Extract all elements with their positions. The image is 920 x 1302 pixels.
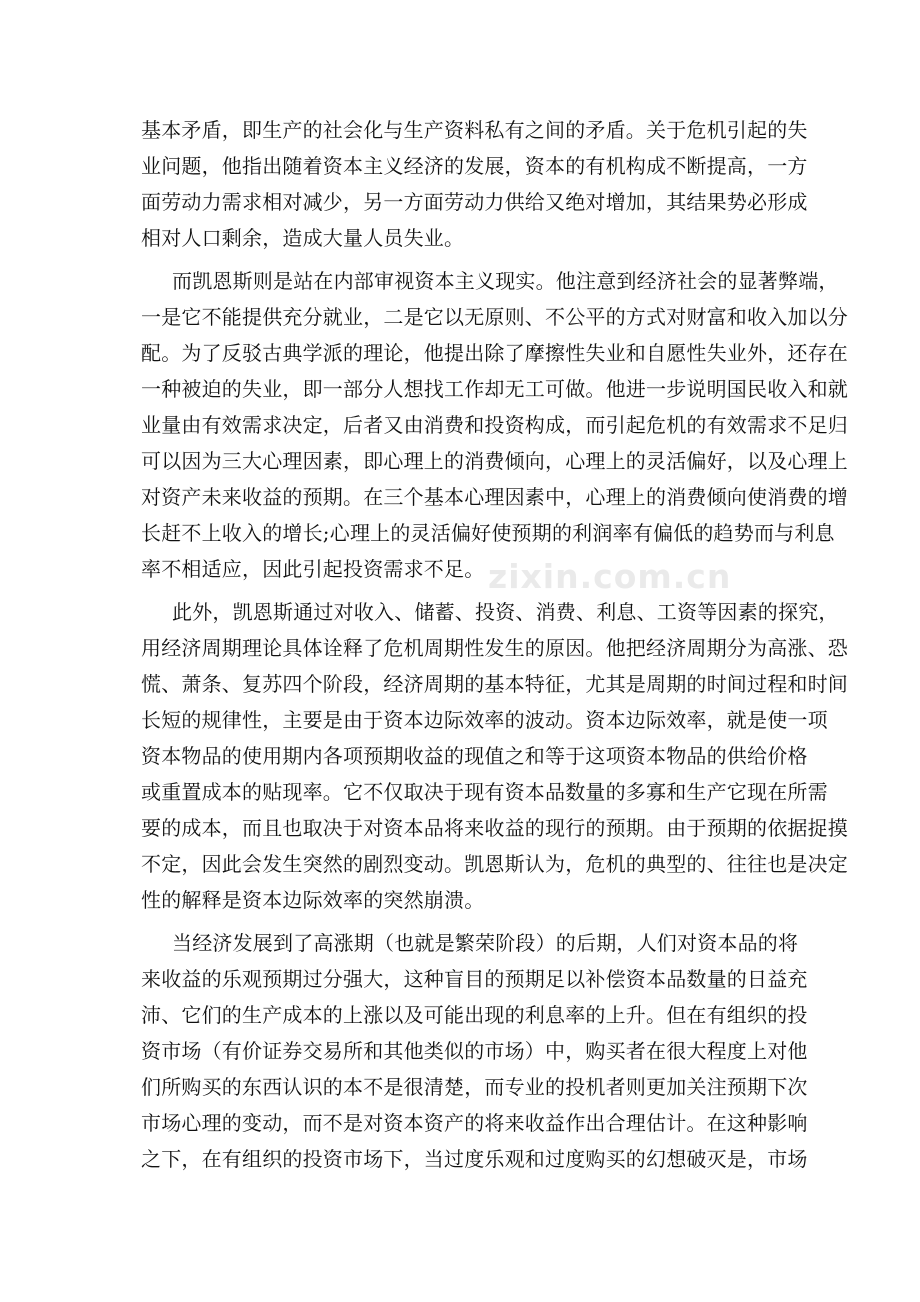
text-line: 业问题，他指出随着资本主义经济的发展，资本的有机构成不断提高，一方 [141, 154, 808, 178]
text-line: 此外，凯恩斯通过对收入、储蓄、投资、消费、利息、工资等因素的探究， [172, 600, 839, 624]
text-line: 们所购买的东西认识的本不是很清楚，而专业的投机者则更加关注预期下次 [141, 1075, 808, 1099]
text-line: 不定，因此会发生突然的剧烈变动。凯恩斯认为，危机的典型的、往往也是决定 [141, 852, 848, 876]
text-line: 或重置成本的贴现率。它不仅取决于现有资本品数量的多寡和生产它现在所需 [141, 780, 828, 804]
watermark: zixin.com.cn [488, 557, 732, 596]
text-line: 来收益的乐观预期过分强大，这种盲目的预期足以补偿资本品数量的日益充 [141, 967, 808, 991]
text-line: 之下，在有组织的投资市场下，当过度乐观和过度购买的幻想破灭是，市场 [141, 1147, 808, 1171]
text-line: 用经济周期理论具体诠释了危机周期性发生的原因。他把经济周期分为高涨、恐 [141, 636, 848, 660]
text-line: 业量由有效需求决定，后者又由消费和投资构成，而引起危机的有效需求不足归 [141, 413, 848, 437]
body-text [141, 112, 848, 1177]
text-line: 可以因为三大心理因素，即心理上的消费倾向，心理上的灵活偏好，以及心理上 [141, 449, 848, 473]
text-line: 而凯恩斯则是站在内部审视资本主义现实。他注意到经济社会的显著弊端， [172, 269, 839, 293]
text-line: 慌、萧条、复苏四个阶段，经济周期的基本特征，尤其是周期的时间过程和时间 [141, 672, 848, 696]
text-line: 基本矛盾，即生产的社会化与生产资料私有之间的矛盾。关于危机引起的失 [141, 118, 808, 142]
text-line: 相对人口剩余，造成大量人员失业。 [141, 226, 465, 250]
text-line: 性的解释是资本边际效率的突然崩溃。 [141, 888, 485, 912]
text-line: 配。为了反驳古典学派的理论，他提出除了摩擦性失业和自愿性失业外，还存在 [141, 341, 848, 365]
text-line: 率不相适应，因此引起投资需求不足。 [141, 557, 485, 581]
text-line: 长赶不上收入的增长;心理上的灵活偏好使预期的利润率有偏低的趋势而与利息 [141, 521, 835, 545]
paragraph-2 [141, 263, 848, 587]
paragraph-4 [141, 925, 808, 1177]
text-line: 资市场（有价证券交易所和其他类似的市场）中，购买者在很大程度上对他 [141, 1039, 808, 1063]
text-line: 对资产未来收益的预期。在三个基本心理因素中，心理上的消费倾向使消费的增 [141, 485, 848, 509]
text-line: 要的成本，而且也取决于对资本品将来收益的现行的预期。由于预期的依据捉摸 [141, 816, 848, 840]
paragraph-1 [141, 112, 808, 256]
text-line: 一种被迫的失业，即一部分人想找工作却无工可做。他进一步说明国民收入和就 [141, 377, 848, 401]
text-line: 长短的规律性，主要是由于资本边际效率的波动。资本边际效率，就是使一项 [141, 708, 828, 732]
text-line: 当经济发展到了高涨期（也就是繁荣阶段）的后期，人们对资本品的将 [172, 931, 799, 955]
text-line: 面劳动力需求相对减少，另一方面劳动力供给又绝对增加，其结果势必形成 [141, 190, 808, 214]
text-line: 资本物品的使用期内各项预期收益的现值之和等于这项资本物品的供给价格 [141, 744, 808, 768]
text-line: 市场心理的变动，而不是对资本资产的将来收益作出合理估计。在这种影响 [141, 1111, 808, 1135]
paragraph-3 [141, 594, 848, 918]
text-line: 沛、它们的生产成本的上涨以及可能出现的利息率的上升。但在有组织的投 [141, 1003, 808, 1027]
text-line: 一是它不能提供充分就业，二是它以无原则、不公平的方式对财富和收入加以分 [141, 305, 848, 329]
